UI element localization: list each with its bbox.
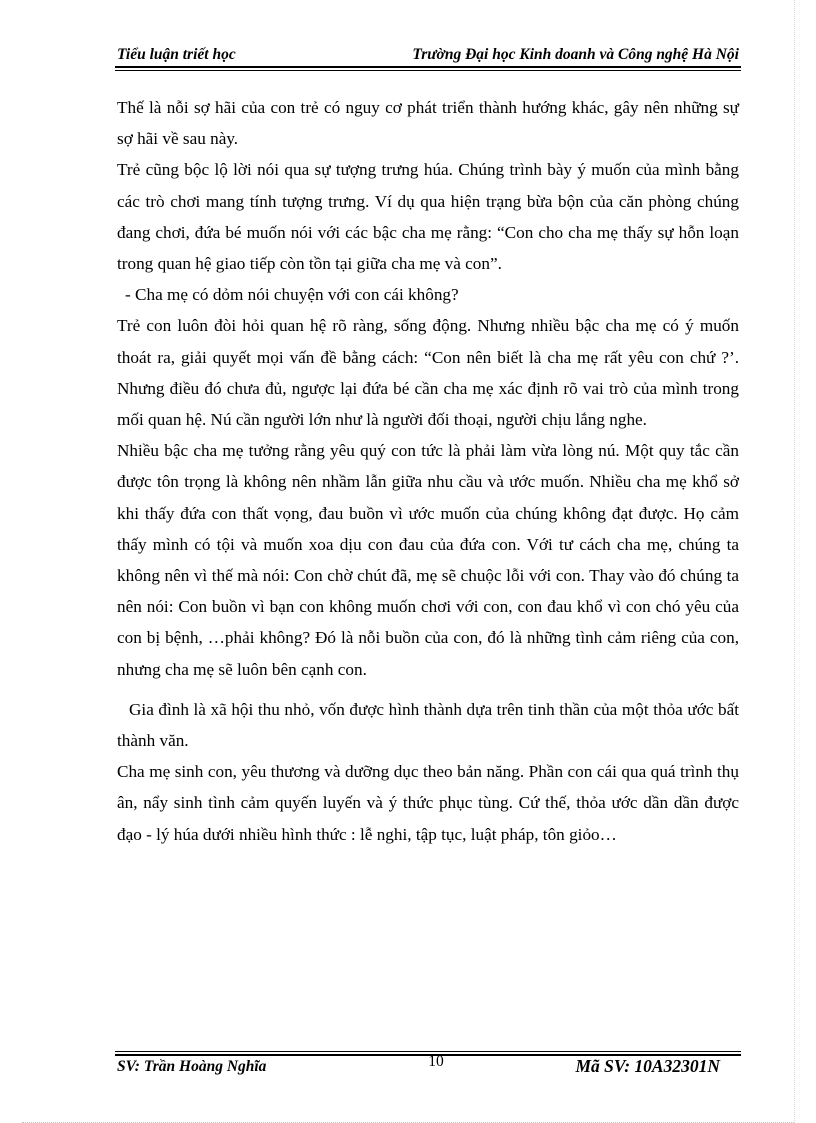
- paragraph-5: Nhiều bậc cha mẹ tưởng rằng yêu quý con tức là phải làm vừa lòng nú. Một quy tắc cần được tôn trọng là không nên nhầm lẫn giữa nhu cầu và ước muốn. Nhiều cha mẹ khổ sở khi thấy đứa con thất vọng, đau buồn vì ước muốn của chúng không đạt được. Họ cảm thấy mình có tội và muốn xoa dịu con đau của đứa con. Với tư cách cha mẹ, chúng ta không nên vì thế mà nói: Con chờ chút đã, mẹ sẽ chuộc lỗi với con. Thay vào đó chúng ta nên nói: Con buồn vì bạn con không muốn chơi với con, con đau khổ vì con chó yêu của con bị bệnh, …phải không? Đó là nỗi buồn của con, đó là những tình cảm riêng của con, nhưng cha mẹ sẽ luôn bên cạnh con.: [117, 441, 739, 679]
- paragraph-2: Trẻ cũng bộc lộ lời nói qua sự tượng trưng húa. Chúng trình bày ý muốn của mình bằng các trò chơi mang tính tượng trưng. Ví dụ qua hiện trạng bừa bộn của căn phòng chúng đang chơi, đứa bé muốn nói với các bậc cha mẹ rằng: “Con cho cha mẹ thấy sự hỗn loạn trong quan hệ giao tiếp còn tồn tại giữa cha mẹ và con”.: [117, 160, 739, 274]
- header-rule-thin: [115, 70, 741, 71]
- paragraph-3-question: - Cha mẹ có dỏm nói chuyện với con cái không?: [125, 285, 459, 305]
- header-rule-thick: [115, 66, 741, 68]
- header-university-name: Trường Đại học Kinh doanh và Công nghệ Hà Nội: [412, 46, 739, 63]
- page-number: 10: [428, 1053, 444, 1070]
- paragraph-4: Trẻ con luôn đòi hỏi quan hệ rõ ràng, sống động. Nhưng nhiều bậc cha mẹ có ý muốn thoát ra, giải quyết mọi vấn đề bằng cách: “Con nên biết là cha mẹ rất yêu con chứ ?’. Nhưng điều đó chưa đủ, ngược lại đứa bé cần cha mẹ xác định rõ vai trò của mình trong mối quan hệ. Nú cần người lớn như là người đối thoại, người chịu lắng nghe.: [117, 316, 739, 430]
- footer-student-id: Mã SV: 10A32301N: [575, 1056, 720, 1076]
- paragraph-1: Thế là nỗi sợ hãi của con trẻ có nguy cơ phát triển thành hướng khác, gây nên những sự sợ hãi về sau này.: [117, 98, 739, 149]
- document-body: [117, 92, 739, 850]
- paragraph-6: Gia đình là xã hội thu nhỏ, vốn được hình thành dựa trên tinh thần của một thỏa ước bất thành văn.: [117, 699, 739, 751]
- header-course-title: Tiểu luận triết học: [117, 46, 236, 63]
- paragraph-7: Cha mẹ sinh con, yêu thương và dưỡng dục theo bản năng. Phần con cái qua quá trình thụ ân, nẩy sinh tình cảm quyến luyến và ý thức phục tùng. Cứ thế, thỏa ước dần dần được đạo - lý húa dưới nhiều hình thức : lễ nghi, tập tục, luật pháp, tôn giỏo…: [117, 762, 739, 844]
- page-header: [115, 46, 741, 66]
- footer-student-name: SV: Trần Hoàng Nghĩa: [117, 1058, 267, 1075]
- page-edge-right: [794, 0, 795, 1123]
- footer-rule-thin: [115, 1051, 741, 1052]
